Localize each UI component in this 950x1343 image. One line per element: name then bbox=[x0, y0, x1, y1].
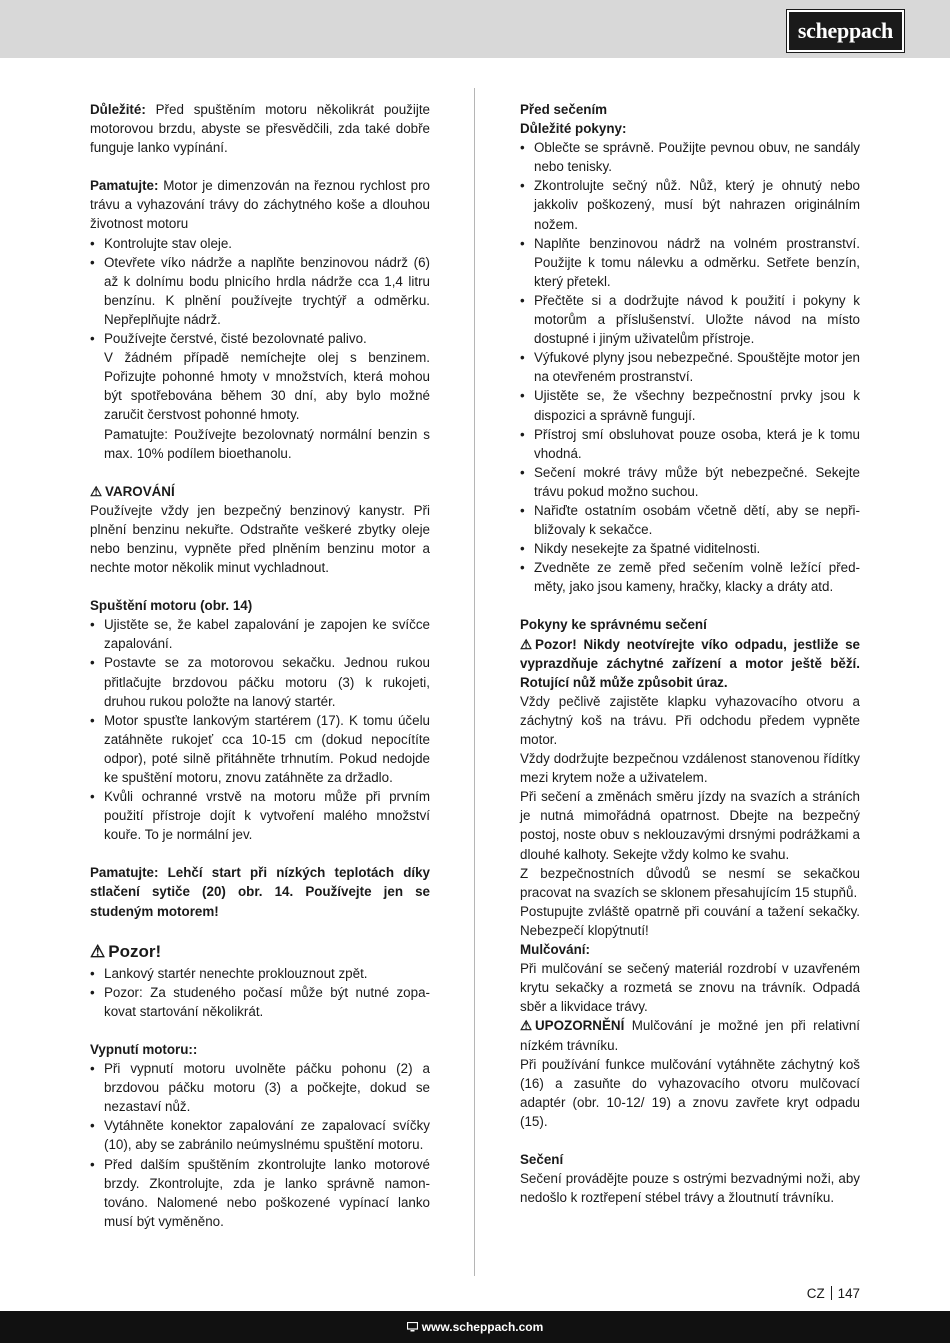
paragraph: Postupujte zvláště opatrně při couvání a tažení sekačky. Nebezpečí klopýtnutí! bbox=[520, 903, 860, 938]
page-number-value: 147 bbox=[837, 1286, 860, 1301]
list-item: • Před dalším spuštěním zkontrolujte lanko motorové brzdy. Zkontrolujte, zda je lanko správně namontováno. Nalomené nebo poškozené vypínací lanko musí být vyměněno. bbox=[90, 1155, 430, 1231]
cold-start-note: Pamatujte: Lehčí start při nízkých teplotách díky stlačení sytiče (20) obr. 14. Používejte jen se studeným motorem! bbox=[90, 865, 430, 919]
header-band bbox=[0, 0, 950, 58]
notice-paragraph: ⚠ UPOZORNĚNÍ Mulčování je možné jen při relativní nízkém trávníku. bbox=[520, 1018, 860, 1053]
stop-heading: Vypnutí motoru:: bbox=[90, 1041, 198, 1057]
instructions-heading: Pokyny ke správnému sečení bbox=[520, 617, 707, 633]
list-item: • Nařiďte ostatním osobám včetně dětí, aby se nepřibližovaly k sekačce. bbox=[520, 501, 860, 539]
warning-heading: ⚠ VAROVÁNÍ bbox=[90, 482, 430, 501]
list-item: • Nikdy nesekejte za špatné viditelnosti. bbox=[520, 539, 860, 558]
caution-heading: ⚠ Pozor! bbox=[90, 940, 430, 964]
list-item: • Zvedněte ze země před sečením volně ležící předměty, jako jsou kameny, hračky, klacky a dráty atd. bbox=[520, 558, 860, 596]
list-item: • Používejte čerstvé, čisté bezolovnaté palivo. bbox=[90, 329, 430, 348]
paragraph: Při sečení a změnách směru jízdy na svazích a stráních je nutná mimořádná opatrnost. Dbejte na bezpečný postoj, noste obuv s neklouzavými drsnými podrážkami a dlouhé kalhoty. Sekejte vždy kolmo ke svahu. bbox=[520, 789, 860, 862]
list-item: • Sečení mokré trávy může být nebezpečné. Sekejte trávu pokud možno suchou. bbox=[520, 463, 860, 501]
mowing-heading: Sečení bbox=[520, 1151, 564, 1167]
mulching-text-2: Při používání funkce mulčování vytáhněte záchytný koš (16) a zasuňte do vyhazovacího otvoru mulčovací adaptér (obr. 10-12/ 19) a znovu zavřete kryt odpadu (15). bbox=[520, 1056, 860, 1129]
language-code: CZ bbox=[806, 1286, 825, 1301]
list-item: • Přečtěte si a dodržujte návod k použití i pokyny k motorům a příslušenství. Uložte návod na místo dostupné i jiným uživatelům přístroje. bbox=[520, 291, 860, 348]
warning-icon: ⚠ bbox=[520, 636, 533, 652]
fuel-note-2: Pamatujte: Používejte bezolovnatý normální benzin s max. 10% podílem bioethanolu. bbox=[104, 426, 430, 461]
mowing-text: Sečení provádějte pouze s ostrými bezvadnými noži, aby nedošlo k roztřepení stébel trávy a žloutnutí trávníku. bbox=[520, 1171, 860, 1206]
scheppach-logo: scheppach bbox=[787, 10, 904, 52]
warning-text: Používejte vždy jen bezpečný benzinový kanystr. Při plnění benzinu nekuřte. Odstraňte veškeré zbytky oleje nebo benzinu, vypněte před plněním benzinu motor a nechte motor několik minut vychladnout. bbox=[90, 502, 430, 576]
warning-icon: ⚠ bbox=[520, 1018, 533, 1034]
list-item: • Ujistěte se, že všechny bezpečnostní prvky jsou k dispozici a správně fungují. bbox=[520, 386, 860, 424]
monitor-icon bbox=[407, 1311, 418, 1343]
list-item: • Otevřete víko nádrže a naplňte benzinovou nádrž (6) až k dolnímu bodu plnicího hrdla nádrže cca 1,4 litru benzínu. K plnění používejte trychtýř a odměrku. Nepřeplňujte nádrž. bbox=[90, 253, 430, 329]
fuel-note: V žádném případě nemíchejte olej s benzinem. Pořizujte pohonné hmoty v množstvích, která mohou být spotřebována během 30 dní, aby bylo možné zaručit čerstvost pohonné hmoty. bbox=[104, 350, 430, 423]
safety-list bbox=[520, 138, 860, 596]
list-item: • Ujistěte se, že kabel zapalování je zapojen ke svíčce zapalování. bbox=[90, 615, 430, 653]
start-heading: Spuštění motoru (obr. 14) bbox=[90, 598, 253, 614]
list-item: • Oblečte se správně. Použijte pevnou obuv, ne sandály nebo tenisky. bbox=[520, 138, 860, 176]
paragraph: Vždy pečlivě zajistěte klapku vyhazovacího otvoru a záchytný koš na trávu. Při odchodu předem vypněte motor. bbox=[520, 693, 860, 747]
page-number bbox=[807, 1286, 860, 1301]
paragraph: Z bezpečnostních důvodů se nesmí se sekačkou pracovat na svazích se sklonem přesahujícím 15 stupňů. bbox=[520, 865, 860, 900]
caution-list bbox=[90, 964, 430, 1021]
footer-bar bbox=[0, 1311, 950, 1343]
list-item: • Lankový startér nenechte proklouznout zpět. bbox=[90, 964, 430, 983]
list-item: • Při vypnutí motoru uvolněte páčku pohonu (2) a brzdovou páčku motoru (3) a počkejte, dokud se nezastaví nůž. bbox=[90, 1059, 430, 1116]
list-item: • Přístroj smí obsluhovat pouze osoba, která je k tomu vhodná. bbox=[520, 425, 860, 463]
before-mowing-heading: Před sečením bbox=[520, 102, 608, 117]
list-item: • Motor spusťte lankovým startérem (17). K tomu účelu zatáhněte rukojeť cca 10-15 cm (dokud nepocítíte odpor), poté silně přitáhněte trhnutím. Pokud nedojde ke spuštění motoru, znovu zatáhněte za držadlo. bbox=[90, 711, 430, 787]
list-item: • Výfukové plyny jsou nebezpečné. Spouštějte motor jen na otevřeném prostranství. bbox=[520, 348, 860, 386]
important-paragraph: Důležité: Před spuštěním motoru několikrát použijte motorovou brzdu, abyste se přesvědčili, zda také dobře funguje lanko vypínání. bbox=[90, 102, 430, 156]
warning-icon: ⚠ bbox=[90, 483, 103, 499]
right-column bbox=[520, 100, 860, 1207]
remember-paragraph: Pamatujte: Motor je dimenzován na řeznou rychlost pro trávu a vyhazování trávy do záchytného koše a dlouhou životnost motoru bbox=[90, 178, 430, 232]
left-column bbox=[90, 100, 430, 1231]
list-item: • Kvůli ochranné vrstvě na motoru může při prvním použití přístroje dojít k vytvoření malého množství kouře. To je normální jev. bbox=[90, 787, 430, 844]
fuel-list bbox=[90, 234, 430, 349]
list-item: • Naplňte benzinovou nádrž na volném prostranství. Použijte k tomu nálevku a odměrku. Setřete benzín, který přetekl. bbox=[520, 234, 860, 291]
list-item: • Zkontrolujte sečný nůž. Nůž, který je ohnutý nebo jakkoliv poškozený, musí být nahrazen originálním nožem. bbox=[520, 176, 860, 233]
list-item: • Pozor: Za studeného počasí může být nutné zopakovat startování několikrát. bbox=[90, 983, 430, 1021]
list-item: • Kontrolujte stav oleje. bbox=[90, 234, 430, 253]
mulching-text: Při mulčování se sečený materiál rozdrobí v uzavřeném krytu sekačky a rozmetá se znovu na trávník. Odpadá sběr a likvidace trávy. bbox=[520, 961, 860, 1015]
list-item: • Vytáhněte konektor zapalování ze zapalovací svíčky (10), aby se zabránilo neúmyslnému spuštění motoru. bbox=[90, 1116, 430, 1154]
paragraph: Vždy dodržujte bezpečnou vzdálenost stanovenou řídítky mezi krytem nože a uživatelem. bbox=[520, 751, 860, 786]
stop-list bbox=[90, 1059, 430, 1231]
start-list bbox=[90, 615, 430, 844]
mulching-heading: Mulčování: bbox=[520, 942, 590, 958]
website-link[interactable]: www.scheppach.com bbox=[421, 1320, 544, 1334]
list-item: • Postavte se za motorovou sekačku. Jednou rukou přitlačujte brzdovou páčku motoru (3) k rukojeti, druhou rukou položte na lanový startér. bbox=[90, 653, 430, 710]
warning-icon: ⚠ bbox=[90, 941, 106, 961]
important-instructions-heading: Důležité pokyny: bbox=[520, 121, 627, 137]
column-divider bbox=[474, 88, 475, 1276]
page-separator bbox=[831, 1286, 832, 1300]
instructions-warning: ⚠ Pozor! Nikdy neotvírejte víko odpadu, jestliže se vyprazdňuje záchytné zařízení a motor ještě běží. Rotující nůž může způsobit úraz. bbox=[520, 636, 860, 690]
